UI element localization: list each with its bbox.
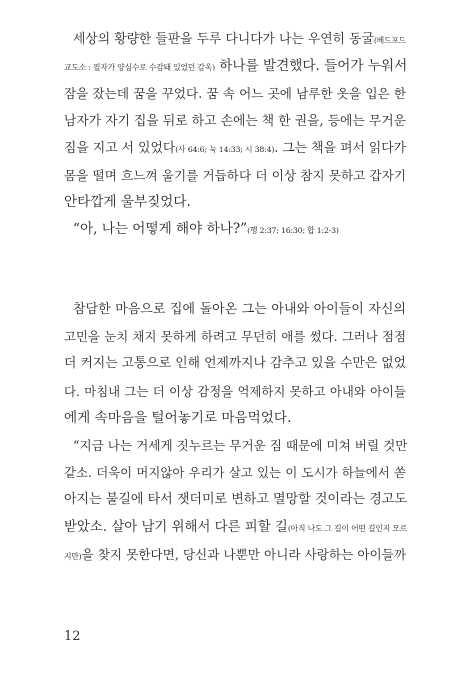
quote-note: (행 2:37; 16:30; 합 1:2-3) — [247, 226, 339, 236]
line-text: 하나를 발견했다. 들어가 누워서 — [214, 58, 408, 75]
text-line — [64, 405, 406, 432]
line-text: 을 찾지 못한다면, 당신과 나뿐만 아니라 사랑하는 아이들까 — [81, 546, 406, 562]
text-line — [64, 459, 406, 486]
line-note: 교도소 : 필자가 양심수로 수감돼 있었던 감옥) — [64, 63, 215, 73]
line-text: . 그는 책을 펴서 읽다가 — [274, 140, 406, 156]
quote-line — [64, 216, 406, 243]
line-text: 참담한 마음으로 집에 돌아온 그는 아내와 아이들이 자신의 — [73, 302, 406, 317]
line-text: “지금 나는 거세게 짓누르는 무거운 짐 때문에 미쳐 버릴 것만 — [73, 437, 408, 453]
line-text: 같소. 더욱이 머지않아 우리가 살고 있는 이 도시가 하늘에서 쏟 — [64, 465, 406, 481]
line-text: 받았소. 살아 남기 위해서 다른 피할 길 — [64, 519, 288, 535]
text-line — [64, 541, 406, 568]
text-line — [64, 53, 406, 80]
line-text: 짐을 지고 서 있었다 — [64, 140, 176, 156]
text-line — [64, 26, 406, 53]
text-line — [64, 162, 406, 189]
text-line — [64, 432, 406, 459]
text-line — [64, 350, 406, 377]
text-line — [64, 108, 406, 135]
text-line — [64, 514, 406, 541]
line-note: (베드포드 — [373, 36, 406, 45]
text-line — [64, 296, 406, 323]
page-number: 12 — [64, 629, 81, 644]
line-text: 에게 속마음을 털어놓기로 마음먹었다. — [64, 409, 292, 426]
line-text: 몸을 떨며 흐느껴 울기를 거듭하다 더 이상 참지 못하고 갑자기 — [64, 167, 406, 183]
line-text: 아지는 불길에 타서 잿더미로 변하고 멸망할 것이라는 경고도 — [64, 492, 407, 508]
text-block-top — [64, 26, 406, 244]
line-text: 세상의 황량한 들판을 두루 다니다가 나는 우연히 동굴 — [73, 32, 374, 47]
line-text: 다. 마침내 그는 더 이상 감정을 억제하지 못하고 아내와 아이들 — [64, 383, 406, 399]
line-text: 남자가 자기 집을 뒤로 하고 손에는 책 한 권을, 등에는 무거운 — [64, 113, 406, 129]
line-text: 고민을 눈치 채지 못하게 하려고 무던히 애를 썼다. 그러나 점점 — [64, 329, 406, 345]
text-line — [64, 189, 406, 216]
line-text: 잠을 잤는데 꿈을 꾸었다. 꿈 속 어느 곳에 남루한 옷을 입은 한 — [64, 86, 406, 102]
text-line — [64, 323, 406, 350]
line-note: 지만) — [64, 551, 82, 561]
line-note: (아직 나도 그 길이 어떤 길인지 모르 — [287, 523, 407, 533]
line-note: (사 64:6; 눅 14:33; 시 38:4) — [175, 144, 275, 154]
text-line — [64, 80, 406, 107]
text-line — [64, 486, 406, 513]
quote-text: “아, 나는 어떻게 해야 하나?” — [73, 221, 248, 238]
text-line — [64, 378, 406, 405]
line-text: 안타깝게 울부짖었다. — [64, 194, 191, 211]
line-text: 더 커지는 고통으로 인해 언제까지나 감추고 있을 수만은 없었 — [64, 356, 406, 372]
text-block-bottom — [64, 296, 406, 568]
text-line — [64, 135, 406, 162]
